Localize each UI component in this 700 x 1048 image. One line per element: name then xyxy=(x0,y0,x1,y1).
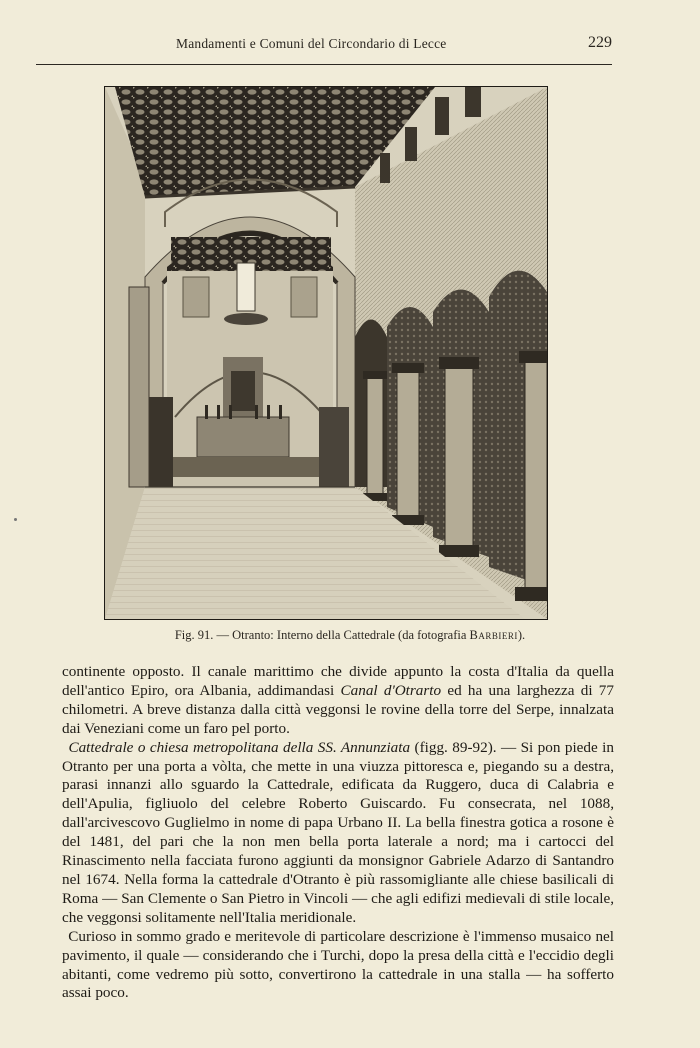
body-text xyxy=(62,663,614,1003)
running-title: Mandamenti e Comuni del Circondario di Lecce xyxy=(176,36,447,51)
paragraph-2 xyxy=(62,739,614,928)
caption-photographer: Barbieri xyxy=(469,628,518,642)
paragraph-1-italic: Canal d'Otrarto xyxy=(340,681,442,699)
margin-speck xyxy=(14,518,17,521)
header-rule xyxy=(36,64,612,65)
paragraph-1-text-b: ed ha una larghezza di 77 chilometri. A breve distanza dalla città veggonsi le rovine della torre del Serpe, innalzata dai Veneziani come un faro pel porto. xyxy=(62,681,614,737)
caption-end: ). xyxy=(517,628,526,642)
paragraph-3-text: Curioso in sommo grado e meritevole di particolare descrizione è l'immenso musaico nel pavimento, il quale — considerando che i Turchi, dopo la presa della città e l'eccidio degli abitanti, come vedremo più sotto, convertirono la cattedrale in una stalla — ha sofferto assai poco. xyxy=(62,927,615,1002)
cathedral-engraving xyxy=(104,86,548,620)
running-header xyxy=(36,32,612,58)
paragraph-1-text-a: continente opposto. Il canale marittimo che divide appunto la costa d'Italia da quella dell'antico Epiro, ora Albania, addimandasi xyxy=(62,663,614,699)
figure-caption xyxy=(0,628,700,643)
paragraph-2-italic: Cattedrale o chiesa metropolitana della SS. Annunziata xyxy=(68,738,411,756)
paragraph-3 xyxy=(62,928,614,1004)
paragraph-2-text: (figg. 89-92). — Si pon piede in Otranto per una porta a vòlta, che mette in una viuzza pittoresca e, piegando su a destra, parasi innanzi allo sguardo la Cattedrale, edificata da Ruggero, duca di Calabria e dell'Apulia, figliuolo del celebre Roberto Guiscardo. Fu consecrata, nel 1088, dall'arcivescovo Guglielmo in nome di papa Urbano II. La bella finestra gotica a rosone è del 1481, del pari che la non men bella porta laterale a nord; ma i cartocci del Rinascimento nella facciata furono aggiunti da monsignor Gabriele Adarzo di Santandro nel 1674. Nella forma la cattedrale d'Otranto è più rassomigliante alle chiese basilicali di Roma — San Clemente o San Pietro in Vincoli — che agli edifizi medievali di stile locale, che veggonsi solitamente nell'Italia meridionale. xyxy=(62,738,614,926)
page-number: 229 xyxy=(588,34,612,51)
caption-text: Fig. 91. — Otranto: Interno della Cattedrale (da fotografia xyxy=(174,628,470,642)
paragraph-1 xyxy=(62,663,614,739)
